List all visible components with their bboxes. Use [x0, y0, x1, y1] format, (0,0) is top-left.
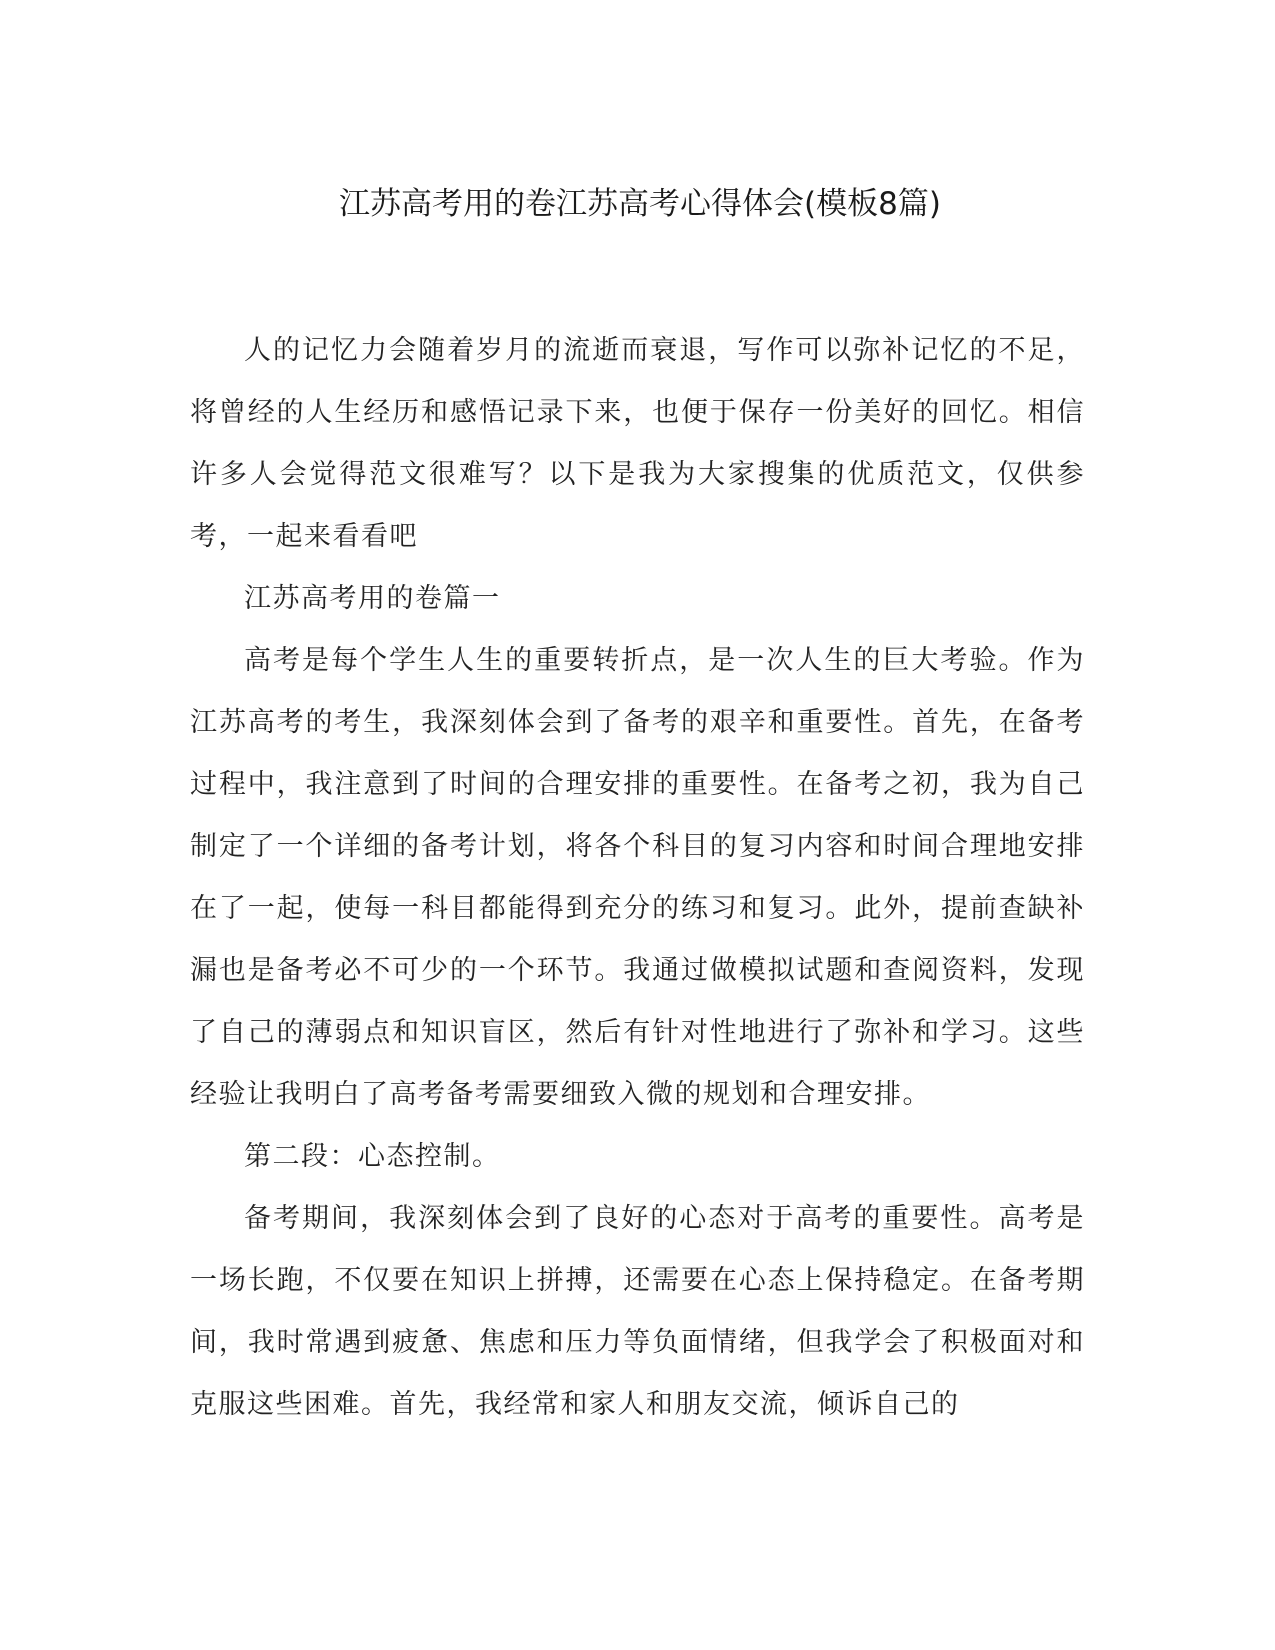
- body-paragraph-mindset: 备考期间，我深刻体会到了良好的心态对于高考的重要性。高考是一场长跑，不仅要在知识上拼搏，还需要在心态上保持稳定。在备考期间，我时常遇到疲惫、焦虑和压力等负面情绪，但我学会了积极面对和克服这些困难。首先，我经常和家人和朋友交流，倾诉自己的: [190, 1203, 1085, 1420]
- section-heading-mindset: 第二段：心态控制。: [244, 1141, 501, 1172]
- intro-paragraph: 人的记忆力会随着岁月的流逝而衰退，写作可以弥补记忆的不足，将曾经的人生经历和感悟记录下来，也便于保存一份美好的回忆。相信许多人会觉得范文很难写？以下是我为大家搜集的优质范文，仅供参考，一起来看看吧: [190, 335, 1085, 552]
- body-paragraph-preparation: 高考是每个学生人生的重要转折点，是一次人生的巨大考验。作为江苏高考的考生，我深刻体会到了备考的艰辛和重要性。首先，在备考过程中，我注意到了时间的合理安排的重要性。在备考之初，我为自己制定了一个详细的备考计划，将各个科目的复习内容和时间合理地安排在了一起，使每一科目都能得到充分的练习和复习。此外，提前查缺补漏也是备考必不可少的一个环节。我通过做模拟试题和查阅资料，发现了自己的薄弱点和知识盲区，然后有针对性地进行了弥补和学习。这些经验让我明白了高考备考需要细致入微的规划和合理安排。: [190, 645, 1085, 1110]
- section-heading-one: 江苏高考用的卷篇一: [244, 583, 501, 614]
- document-body: [190, 320, 1085, 1436]
- document-title: 江苏高考用的卷江苏高考心得体会(模板8篇): [339, 186, 941, 222]
